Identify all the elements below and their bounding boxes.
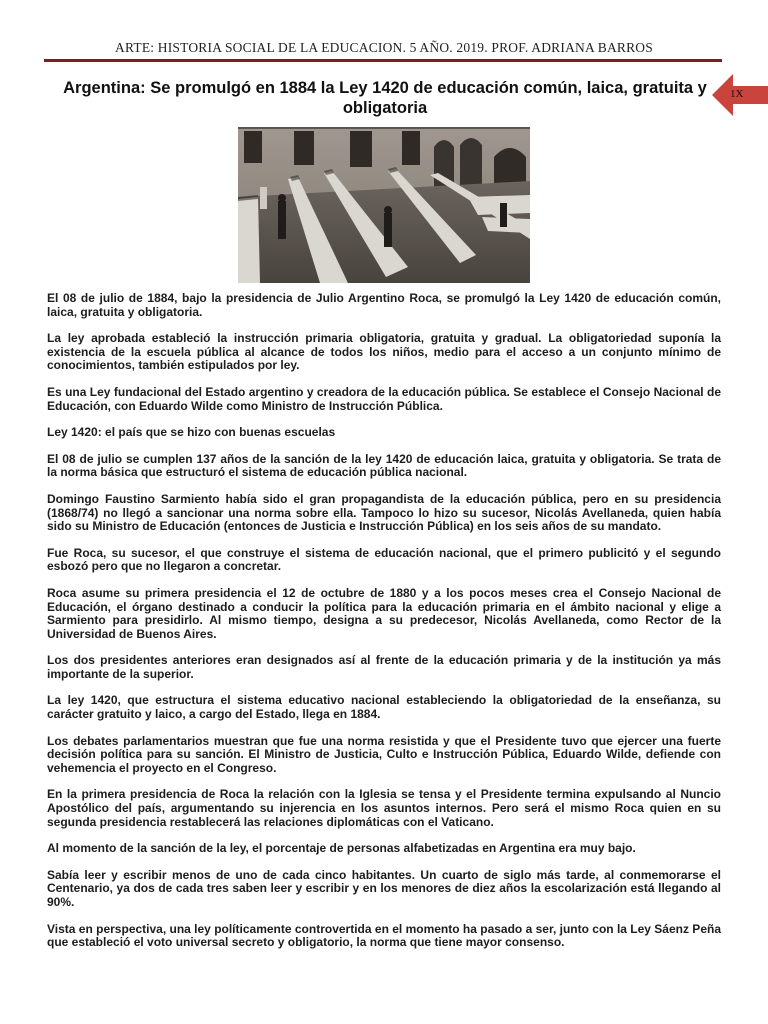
article-paragraph: En la primera presidencia de Roca la relación con la Iglesia se tensa y el Presidente termina expulsando al Nuncio Apostólico del país, argumentando su injerencia en los asuntos internos. Pero será el mismo Roca quien en su segunda presidencia restablecerá las relaciones diplomáticas con el Vaticano.	[47, 787, 721, 829]
header-rule	[44, 59, 722, 62]
article-paragraph: El 08 de julio se cumplen 137 años de la sanción de la ley 1420 de educación laica, gratuita y obligatoria. Se trata de la norma básica que estructuró el sistema de educación pública nacional.	[47, 451, 721, 480]
article-paragraph: Domingo Faustino Sarmiento había sido el gran propagandista de la educación pública, pero en su presidencia (1868/74) no llegó a sancionar una norma sobre ella. Tampoco lo hizo su sucesor, Nicolás Avellaneda, quien había sido su Ministro de Educación (entonces de Justicia e Instrucción Pública) en los seis años de su mandato.	[47, 491, 721, 534]
page-badge-label: 1X	[730, 88, 744, 100]
article-paragraph: Vista en perspectiva, una ley políticamente controvertida en el momento ha pasado a ser, junto con la Ley Sáenz Peña que estableció el voto universal secreto y obligatorio, la norma que tiene mayor consenso.	[47, 921, 721, 950]
article-paragraph: Sabía leer y escribir menos de uno de cada cinco habitantes. Un cuarto de siglo más tarde, al conmemorarse el Centenario, ya dos de cada tres saben leer y escribir y en los menores de diez años la escolarización está llegando al 90%.	[47, 867, 721, 909]
article-body	[47, 292, 721, 963]
article-paragraph: La ley aprobada estableció la instrucción primaria obligatoria, gratuita y gradual. La obligatoriedad suponía la existencia de la escuela pública al alcance de todos los niños, medio para el acceso a un conjunto mínimo de conocimientos, también estipulados por ley.	[47, 331, 721, 373]
document-header: ARTE: HISTORIA SOCIAL DE LA EDUCACION. 5 AÑO. 2019. PROF. ADRIANA BARROS	[115, 40, 653, 55]
article-paragraph: La ley 1420, que estructura el sistema educativo nacional estableciendo la obligatoriedad de la enseñanza, su carácter gratuito y laico, a cargo del Estado, llega en 1884.	[47, 693, 721, 722]
article-paragraph: Roca asume su primera presidencia el 12 de octubre de 1880 y a los pocos meses crea el Consejo Nacional de Educación, el órgano destinado a conducir la política para la educación primaria en el ámbito nacional y elige a Sarmiento para presidirlo. Al mismo tiempo, designa a su predecesor, Nicolás Avellaneda, como Rector de la Universidad de Buenos Aires.	[47, 585, 721, 641]
article-paragraph: El 08 de julio de 1884, bajo la presidencia de Julio Argentino Roca, se promulgó la Ley 1420 de educación común, laica, gratuita y obligatoria.	[47, 291, 721, 319]
page-badge	[712, 74, 768, 116]
article-paragraph: Fue Roca, su sucesor, el que construye el sistema de educación nacional, que el primero publicitó y el segundo esbozó pero que no llegaron a concretar.	[47, 545, 721, 574]
article-paragraph: Al momento de la sanción de la ley, el porcentaje de personas alfabetizadas en Argentina era muy bajo.	[47, 841, 636, 856]
article-paragraph: Ley 1420: el país que se hizo con buenas escuelas	[47, 425, 336, 440]
article-paragraph: Los dos presidentes anteriores eran designados así al frente de la educación primaria y de la institución ya más importante de la superior.	[47, 653, 721, 681]
article-paragraph: Los debates parlamentarios muestran que fue una norma resistida y que el Presidente tuvo que ejercer una fuerte decisión política para su sanción. El Ministro de Justicia, Culto e Instrucción Pública, Eduardo Wilde, defiende con vehemencia el proyecto en el Congreso.	[47, 733, 721, 775]
article-paragraph: Es una Ley fundacional del Estado argentino y creadora de la educación pública. Se establece el Consejo Nacional de Educación, con Eduardo Wilde como Ministro de Instrucción Pública.	[47, 384, 721, 413]
photo-illustration	[238, 127, 530, 283]
historical-school-photo	[238, 127, 530, 283]
article-title: Argentina: Se promulgó en 1884 la Ley 1420 de educación común, laica, gratuita y obligatoria	[63, 79, 707, 117]
